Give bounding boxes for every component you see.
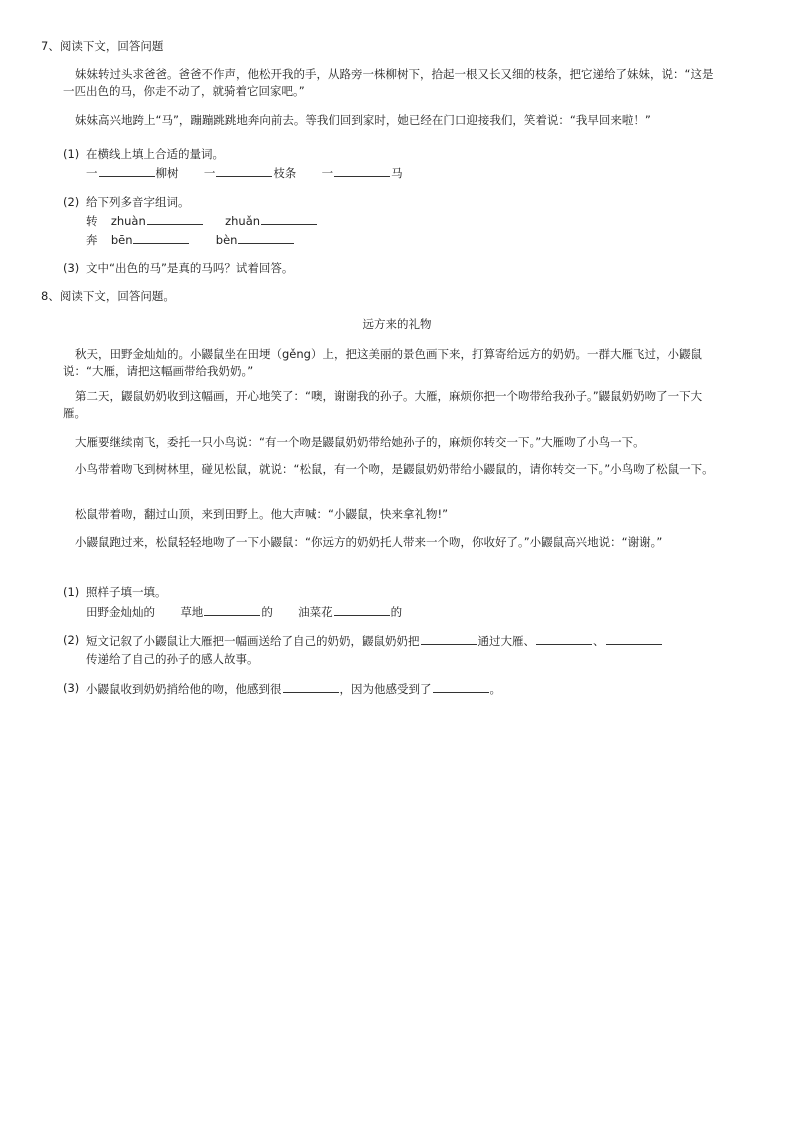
q8-sub2-label: (2) xyxy=(63,633,80,647)
answer-blank[interactable] xyxy=(204,603,260,616)
answer-blank[interactable] xyxy=(334,164,390,177)
answer-blank[interactable] xyxy=(216,164,272,177)
text-part: 、 xyxy=(593,634,605,648)
item-suffix: 枝条 xyxy=(273,166,297,180)
q8-sub1-text: 照样子填一填。 xyxy=(86,585,167,599)
q7-paragraph-2: 妹妹高兴地跨上“马”，蹦蹦跳跳地奔向前去。等我们回到家时，她已经在门口迎接我们，笑着说：“我早回来啦！” xyxy=(75,113,651,127)
answer-blank[interactable] xyxy=(147,212,203,225)
q7-sub1-text: 在横线上填上合适的量词。 xyxy=(86,147,224,161)
q7-sub1-items xyxy=(86,164,403,181)
item-suffix: 柳树 xyxy=(155,166,179,180)
q8-paragraph: 第二天，鼹鼠奶奶收到这幅画，开心地笑了：“噢，谢谢我的孙子。大雁，麻烦你把一个吻带给我孙子。”鼹鼠奶奶吻了一下大雁。 xyxy=(63,389,703,420)
q8-sub1-label: (1) xyxy=(63,585,80,599)
answer-blank[interactable] xyxy=(421,632,477,645)
answer-blank[interactable] xyxy=(606,632,662,645)
q7-sub2-row1 xyxy=(86,212,318,229)
text-part: ，因为他感受到了 xyxy=(339,682,432,696)
example-phrase: 田野金灿灿的 xyxy=(86,605,155,619)
answer-blank[interactable] xyxy=(238,231,294,244)
text-part: 。 xyxy=(489,682,501,696)
passage-title: 远方来的礼物 xyxy=(362,317,432,331)
q7-sub1-label: (1) xyxy=(63,147,80,161)
q8-paragraph: 秋天，田野金灿灿的。小鼹鼠坐在田埂（gěng）上，把这美丽的景色画下来，打算寄给远方的奶奶。一群大雁飞过，小鼹鼠说：“大雁，请把这幅画带给我奶奶。” xyxy=(63,347,702,378)
q8-heading: 8、阅读下文，回答问题。 xyxy=(41,289,175,303)
text-part: 通过大雁、 xyxy=(477,634,535,648)
polyphone-char: 奔 xyxy=(86,233,98,247)
q8-paragraph: 大雁要继续南飞，委托一只小鸟说：“有一个吻是鼹鼠奶奶带给她孙子的，麻烦你转交一下。”大雁吻了小鸟一下。 xyxy=(75,435,645,449)
q8-paragraph: 小鸟带着吻飞到树林里，碰见松鼠，就说：“松鼠，有一个吻，是鼹鼠奶奶带给小鼹鼠的，请你转交一下。”小鸟吻了松鼠一下。 xyxy=(75,462,714,476)
answer-blank[interactable] xyxy=(334,603,390,616)
pinyin-1: zhuàn xyxy=(110,214,146,228)
pinyin-2: bèn xyxy=(215,233,238,247)
pinyin-2: zhuǎn xyxy=(225,214,261,228)
answer-blank[interactable] xyxy=(261,212,317,225)
item-word: 草地 xyxy=(180,605,204,619)
item-prefix: 一 xyxy=(321,166,334,180)
answer-blank[interactable] xyxy=(99,164,155,177)
item-prefix: 一 xyxy=(86,166,98,180)
q8-sub2-line1 xyxy=(86,632,663,649)
text-part: 小鼹鼠收到奶奶捎给他的吻，他感到很 xyxy=(86,682,282,696)
item-word: 油菜花 xyxy=(298,605,333,619)
polyphone-char: 转 xyxy=(86,214,98,228)
q7-sub2-text: 给下列多音字组词。 xyxy=(86,195,190,209)
item-suffix: 马 xyxy=(391,166,403,180)
q8-sub2-line2: 传递给了自己的孙子的感人故事。 xyxy=(86,652,259,666)
q7-sub2-row2 xyxy=(86,231,295,248)
q7-sub2-label: (2) xyxy=(63,195,80,209)
answer-blank[interactable] xyxy=(536,632,592,645)
q7-sub3-text: 文中“出色的马”是真的马吗？试着回答。 xyxy=(86,261,294,275)
q8-sub3-label: (3) xyxy=(63,681,80,695)
q7-heading: 7、阅读下文，回答问题 xyxy=(41,39,164,53)
text-part: 短文记叙了小鼹鼠让大雁把一幅画送给了自己的奶奶，鼹鼠奶奶把 xyxy=(86,634,420,648)
q8-sub1-items xyxy=(86,603,402,620)
q7-sub3-label: (3) xyxy=(63,261,80,275)
item-suffix: 的 xyxy=(261,605,273,619)
answer-blank[interactable] xyxy=(433,680,489,693)
q8-paragraph: 松鼠带着吻，翻过山顶，来到田野上。他大声喊：“小鼹鼠，快来拿礼物!” xyxy=(75,507,449,521)
pinyin-1: bēn xyxy=(110,233,133,247)
q7-paragraph-1: 妹妹转过头求爸爸。爸爸不作声，他松开我的手，从路旁一株柳树下，拾起一根又长又细的枝条，把它递给了妹妹，说：“这是一匹出色的马，你走不动了，就骑着它回家吧。” xyxy=(63,67,714,98)
answer-blank[interactable] xyxy=(283,680,339,693)
answer-blank[interactable] xyxy=(133,231,189,244)
item-prefix: 一 xyxy=(203,166,216,180)
q8-sub3-text xyxy=(86,680,501,697)
q8-paragraph: 小鼹鼠跑过来，松鼠轻轻地吻了一下小鼹鼠：“你远方的奶奶托人带来一个吻，你收好了。”小鼹鼠高兴地说：“谢谢。” xyxy=(75,535,663,549)
item-suffix: 的 xyxy=(390,605,403,619)
